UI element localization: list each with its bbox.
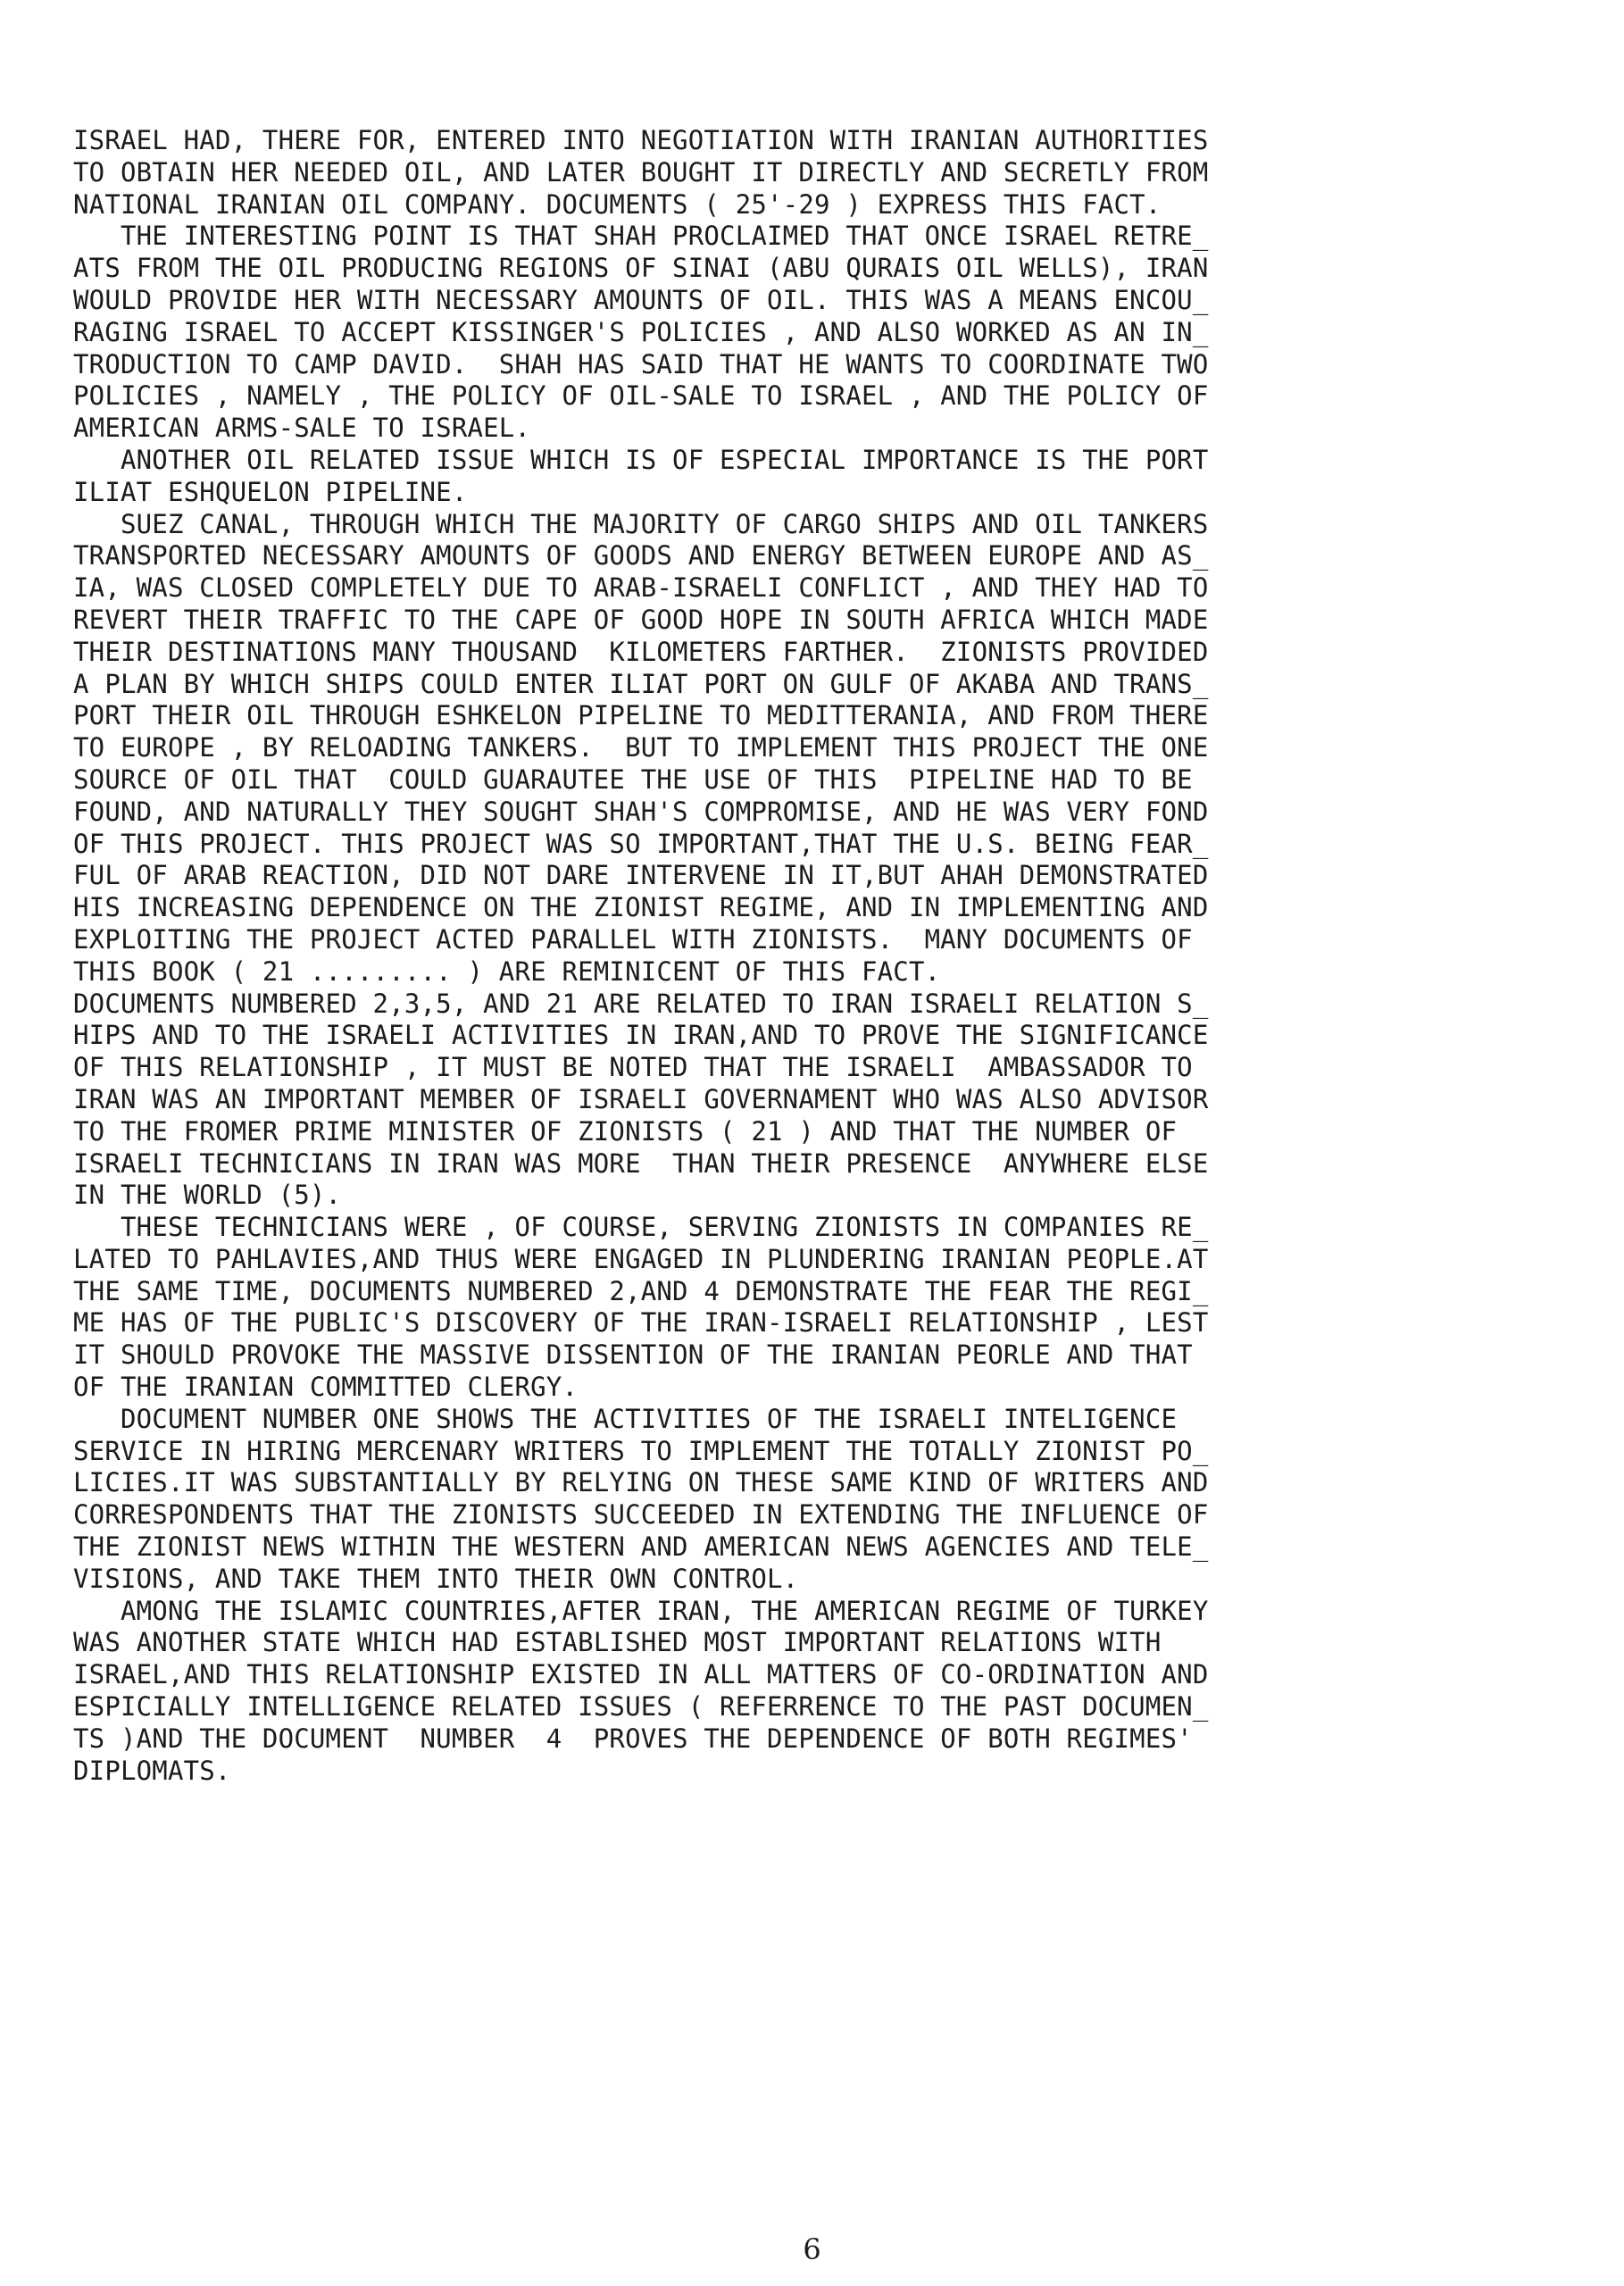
text-line: AMONG THE ISLAMIC COUNTRIES,AFTER IRAN, THE AMERICAN REGIME OF TURKEY — [73, 1595, 1209, 1626]
text-line: TO EUROPE , BY RELOADING TANKERS. BUT TO IMPLEMENT THIS PROJECT THE ONE — [73, 732, 1209, 763]
text-line: EXPLOITING THE PROJECT ACTED PARALLEL WITH ZIONISTS. MANY DOCUMENTS OF — [73, 923, 1193, 955]
text-line: POLICIES , NAMELY , THE POLICY OF OIL-SALE TO ISRAEL , AND THE POLICY OF — [73, 380, 1209, 412]
text-line: THE ZIONIST NEWS WITHIN THE WESTERN AND AMERICAN NEWS AGENCIES AND TELE_ — [73, 1531, 1209, 1563]
text-line: RAGING ISRAEL TO ACCEPT KISSINGER'S POLICIES , AND ALSO WORKED AS AN IN_ — [73, 316, 1209, 347]
text-line: THE INTERESTING POINT IS THAT SHAH PROCLAIMED THAT ONCE ISRAEL RETRE_ — [73, 221, 1209, 252]
text-line: TRANSPORTED NECESSARY AMOUNTS OF GOODS AND ENERGY BETWEEN EUROPE AND AS_ — [73, 540, 1209, 572]
text-line: IA, WAS CLOSED COMPLETELY DUE TO ARAB-ISRAELI CONFLICT , AND THEY HAD TO — [73, 572, 1209, 604]
text-line: ISRAEL,AND THIS RELATIONSHIP EXISTED IN ALL MATTERS OF CO-ORDINATION AND — [73, 1659, 1209, 1690]
text-line: THESE TECHNICIANS WERE , OF COURSE, SERVING ZIONISTS IN COMPANIES RE_ — [73, 1212, 1209, 1243]
text-line: HIPS AND TO THE ISRAELI ACTIVITIES IN IRAN,AND TO PROVE THE SIGNIFICANCE — [73, 1020, 1209, 1051]
text-line: SERVICE IN HIRING MERCENARY WRITERS TO IMPLEMENT THE TOTALLY ZIONIST PO_ — [73, 1435, 1209, 1466]
text-line: ANOTHER OIL RELATED ISSUE WHICH IS OF ESPECIAL IMPORTANCE IS THE PORT — [73, 444, 1209, 475]
text-line: WOULD PROVIDE HER WITH NECESSARY AMOUNTS OF OIL. THIS WAS A MEANS ENCOU_ — [73, 284, 1209, 315]
text-line: ME HAS OF THE PUBLIC'S DISCOVERY OF THE IRAN-ISRAELI RELATIONSHIP , LEST — [73, 1307, 1209, 1339]
text-line: REVERT THEIR TRAFFIC TO THE CAPE OF GOOD HOPE IN SOUTH AFRICA WHICH MADE — [73, 604, 1209, 635]
text-line: ILIAT ESHQUELON PIPELINE. — [73, 476, 468, 507]
text-line: DOCUMENT NUMBER ONE SHOWS THE ACTIVITIES OF THE ISRAELI INTELIGENCE — [73, 1403, 1178, 1434]
text-line: IN THE WORLD (5). — [73, 1180, 342, 1211]
text-line: ESPICIALLY INTELLIGENCE RELATED ISSUES ( REFERRENCE TO THE PAST DOCUMEN_ — [73, 1691, 1209, 1723]
text-line: AMERICAN ARMS-SALE TO ISRAEL. — [73, 413, 531, 444]
page-number: 6 — [803, 2232, 821, 2266]
text-line: LATED TO PAHLAVIES,AND THUS WERE ENGAGED IN PLUNDERING IRANIAN PEOPLE.AT — [73, 1243, 1209, 1274]
text-line: FUL OF ARAB REACTION, DID NOT DARE INTERVENE IN IT,BUT AHAH DEMONSTRATED — [73, 860, 1209, 891]
text-line: IRAN WAS AN IMPORTANT MEMBER OF ISRAELI GOVERNAMENT WHO WAS ALSO ADVISOR — [73, 1083, 1209, 1114]
text-line: NATIONAL IRANIAN OIL COMPANY. DOCUMENTS ( 25'-29 ) EXPRESS THIS FACT. — [73, 188, 1162, 220]
text-line: ISRAELI TECHNICIANS IN IRAN WAS MORE THAN THEIR PRESENCE ANYWHERE ELSE — [73, 1147, 1209, 1179]
text-line: PORT THEIR OIL THROUGH ESHKELON PIPELINE TO MEDITTERANIA, AND FROM THERE — [73, 700, 1209, 731]
text-line: TRODUCTION TO CAMP DAVID. SHAH HAS SAID THAT HE WANTS TO COORDINATE TWO — [73, 348, 1209, 380]
text-line: CORRESPONDENTS THAT THE ZIONISTS SUCCEEDED IN EXTENDING THE INFLUENCE OF — [73, 1499, 1209, 1531]
text-line: ISRAEL HAD, THERE FOR, ENTERED INTO NEGOTIATION WITH IRANIAN AUTHORITIES — [73, 125, 1209, 155]
text-line: IT SHOULD PROVOKE THE MASSIVE DISSENTION OF THE IRANIAN PEORLE AND THAT — [73, 1339, 1193, 1371]
text-line: FOUND, AND NATURALLY THEY SOUGHT SHAH'S COMPROMISE, AND HE WAS VERY FOND — [73, 796, 1209, 827]
body-text — [73, 125, 1466, 1787]
text-line: TO OBTAIN HER NEEDED OIL, AND LATER BOUGHT IT DIRECTLY AND SECRETLY FROM — [73, 156, 1209, 188]
text-line: SOURCE OF OIL THAT COULD GUARAUTEE THE USE OF THIS PIPELINE HAD TO BE — [73, 763, 1193, 795]
text-line: OF THE IRANIAN COMMITTED CLERGY. — [73, 1372, 579, 1403]
text-line: OF THIS RELATIONSHIP , IT MUST BE NOTED THAT THE ISRAELI AMBASSADOR TO — [73, 1052, 1193, 1083]
text-line: A PLAN BY WHICH SHIPS COULD ENTER ILIAT PORT ON GULF OF AKABA AND TRANS_ — [73, 668, 1209, 699]
text-line: HIS INCREASING DEPENDENCE ON THE ZIONIST REGIME, AND IN IMPLEMENTING AND — [73, 892, 1209, 923]
text-line: TS )AND THE DOCUMENT NUMBER 4 PROVES THE DEPENDENCE OF BOTH REGIMES' — [73, 1723, 1193, 1754]
text-line: THE SAME TIME, DOCUMENTS NUMBERED 2,AND 4 DEMONSTRATE THE FEAR THE REGI_ — [73, 1275, 1209, 1306]
text-line: VISIONS, AND TAKE THEM INTO THEIR OWN CONTROL. — [73, 1563, 799, 1594]
text-line: OF THIS PROJECT. THIS PROJECT WAS SO IMPORTANT,THAT THE U.S. BEING FEAR_ — [73, 828, 1209, 859]
text-line: THIS BOOK ( 21 ......... ) ARE REMINICENT OF THIS FACT. — [73, 955, 941, 987]
text-line: ATS FROM THE OIL PRODUCING REGIONS OF SINAI (ABU QURAIS OIL WELLS), IRAN — [73, 253, 1209, 284]
text-line: TO THE FROMER PRIME MINISTER OF ZIONISTS ( 21 ) AND THAT THE NUMBER OF — [73, 1115, 1178, 1147]
text-line: THEIR DESTINATIONS MANY THOUSAND KILOMETERS FARTHER. ZIONISTS PROVIDED — [73, 636, 1209, 667]
text-line: LICIES.IT WAS SUBSTANTIALLY BY RELYING ON THESE SAME KIND OF WRITERS AND — [73, 1467, 1209, 1498]
text-line: DIPLOMATS. — [73, 1755, 231, 1786]
text-line: WAS ANOTHER STATE WHICH HAD ESTABLISHED MOST IMPORTANT RELATIONS WITH — [73, 1627, 1162, 1658]
text-line: DOCUMENTS NUMBERED 2,3,5, AND 21 ARE RELATED TO IRAN ISRAELI RELATION S_ — [73, 988, 1209, 1019]
text-line: SUEZ CANAL, THROUGH WHICH THE MAJORITY OF CARGO SHIPS AND OIL TANKERS — [73, 508, 1209, 539]
